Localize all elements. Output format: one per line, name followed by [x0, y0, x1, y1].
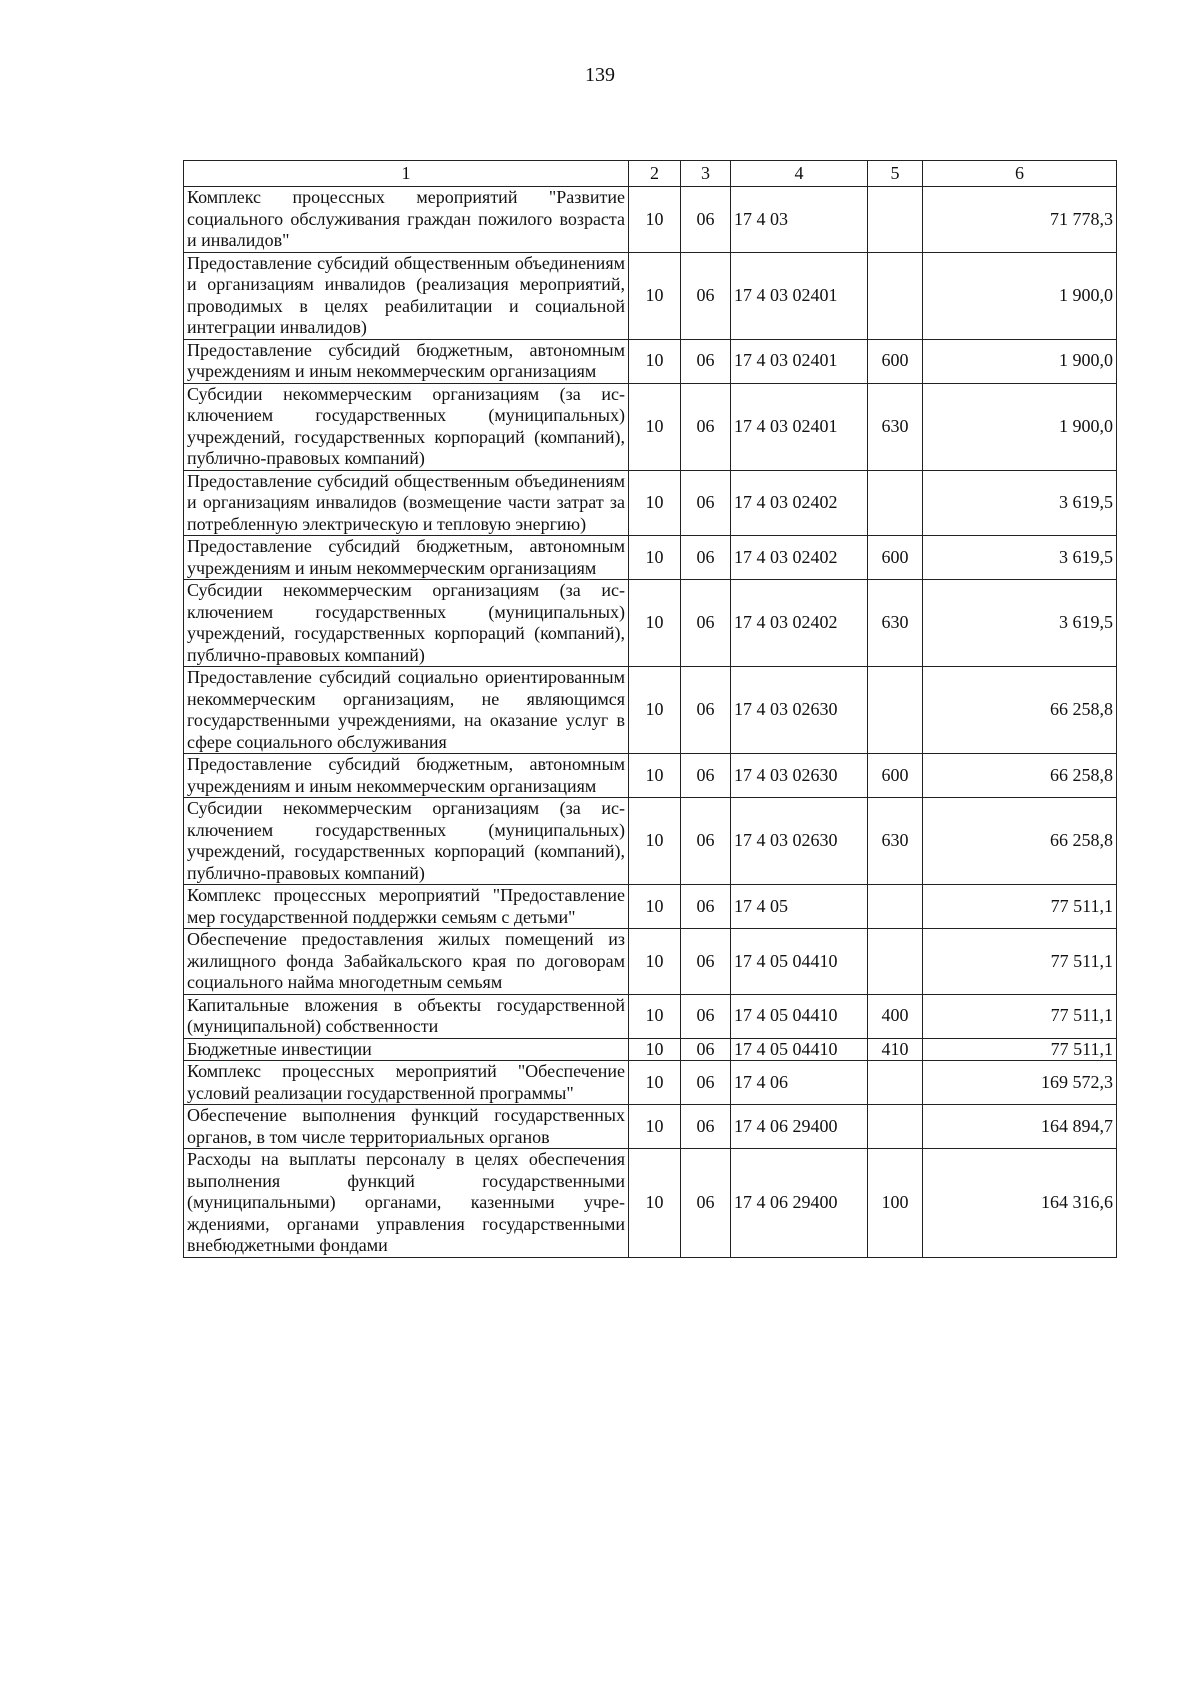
row-target-article: 17 4 06 — [731, 1061, 868, 1105]
row-subsection: 06 — [681, 885, 731, 929]
row-name: Предоставление субсидий бюджетным, автономным учреждениям и иным некоммерческим организациям — [184, 754, 629, 798]
row-section: 10 — [629, 1038, 681, 1061]
row-amount: 66 258,8 — [923, 798, 1117, 885]
row-amount: 169 572,3 — [923, 1061, 1117, 1105]
row-amount: 77 511,1 — [923, 885, 1117, 929]
row-name: Предоставление субсидий социально ориентированным некоммерческим организациям, не являющимся государственными учреждениями, на оказание услуг в сфере социального обслуживания — [184, 667, 629, 754]
row-subsection: 06 — [681, 1105, 731, 1149]
row-name: Предоставление субсидий бюджетным, автономным учреждениям и иным некоммерческим организациям — [184, 339, 629, 383]
row-subsection: 06 — [681, 994, 731, 1038]
table-row — [184, 1105, 1117, 1149]
row-section: 10 — [629, 929, 681, 995]
row-expense-type: 600 — [868, 339, 923, 383]
row-target-article: 17 4 03 02401 — [731, 252, 868, 339]
row-section: 10 — [629, 754, 681, 798]
row-target-article: 17 4 03 02402 — [731, 536, 868, 580]
row-section: 10 — [629, 187, 681, 253]
row-subsection: 06 — [681, 470, 731, 536]
row-expense-type — [868, 667, 923, 754]
table-row — [184, 187, 1117, 253]
table-row — [184, 929, 1117, 995]
row-expense-type — [868, 470, 923, 536]
row-amount: 164 894,7 — [923, 1105, 1117, 1149]
row-amount: 71 778,3 — [923, 187, 1117, 253]
row-subsection: 06 — [681, 1038, 731, 1061]
row-subsection: 06 — [681, 1061, 731, 1105]
row-subsection: 06 — [681, 187, 731, 253]
table-row — [184, 580, 1117, 667]
table-row — [184, 885, 1117, 929]
page-number: 139 — [585, 64, 615, 86]
row-expense-type: 600 — [868, 536, 923, 580]
row-expense-type: 630 — [868, 383, 923, 470]
row-section: 10 — [629, 1149, 681, 1258]
row-section: 10 — [629, 580, 681, 667]
budget-table — [183, 160, 1117, 1258]
row-subsection: 06 — [681, 252, 731, 339]
row-target-article: 17 4 03 02401 — [731, 383, 868, 470]
row-section: 10 — [629, 536, 681, 580]
row-target-article: 17 4 03 02401 — [731, 339, 868, 383]
row-amount: 1 900,0 — [923, 339, 1117, 383]
table-row — [184, 252, 1117, 339]
row-expense-type: 400 — [868, 994, 923, 1038]
row-amount: 1 900,0 — [923, 252, 1117, 339]
table-row — [184, 1149, 1117, 1258]
column-header-section: 2 — [629, 161, 681, 187]
row-target-article: 17 4 05 04410 — [731, 1038, 868, 1061]
row-name: Обеспечение предоставления жилых помещений из жилищного фонда Забайкальского края по договорам социального найма многодетным семьям — [184, 929, 629, 995]
row-target-article: 17 4 03 — [731, 187, 868, 253]
table-row — [184, 667, 1117, 754]
table-row — [184, 1038, 1117, 1061]
row-section: 10 — [629, 1061, 681, 1105]
row-name: Субсидии некоммерческим организациям (за исключением государственных (муниципальных) учреждений, государственных корпораций (компаний), публично-правовых компаний) — [184, 798, 629, 885]
row-target-article: 17 4 03 02630 — [731, 754, 868, 798]
row-subsection: 06 — [681, 339, 731, 383]
row-amount: 77 511,1 — [923, 1038, 1117, 1061]
header-row — [184, 161, 1117, 187]
row-expense-type: 100 — [868, 1149, 923, 1258]
row-subsection: 06 — [681, 929, 731, 995]
row-expense-type: 410 — [868, 1038, 923, 1061]
row-name: Предоставление субсидий общественным объединениям и организациям инвалидов (реализация мероприятий, проводимых в целях реабилитации и социальной интеграции инвалидов) — [184, 252, 629, 339]
row-name: Субсидии некоммерческим организациям (за исключением государственных (муниципальных) учреждений, государственных корпораций (компаний), публично-правовых компаний) — [184, 580, 629, 667]
column-header-subsection: 3 — [681, 161, 731, 187]
row-amount: 66 258,8 — [923, 754, 1117, 798]
row-expense-type — [868, 1105, 923, 1149]
row-target-article: 17 4 03 02630 — [731, 798, 868, 885]
column-header-expense-type: 5 — [868, 161, 923, 187]
row-subsection: 06 — [681, 1149, 731, 1258]
row-section: 10 — [629, 252, 681, 339]
row-name: Комплекс процессных мероприятий "Обеспечение условий реализации государственной программы" — [184, 1061, 629, 1105]
row-expense-type: 630 — [868, 798, 923, 885]
row-target-article: 17 4 03 02630 — [731, 667, 868, 754]
row-name: Субсидии некоммерческим организациям (за исключением государственных (муниципальных) учреждений, государственных корпораций (компаний), публично-правовых компаний) — [184, 383, 629, 470]
row-target-article: 17 4 06 29400 — [731, 1149, 868, 1258]
row-amount: 164 316,6 — [923, 1149, 1117, 1258]
row-section: 10 — [629, 470, 681, 536]
table-row — [184, 1061, 1117, 1105]
row-name: Предоставление субсидий общественным объединениям и организациям инвалидов (возмещение части затрат за потребленную электрическую и тепловую энергию) — [184, 470, 629, 536]
row-subsection: 06 — [681, 798, 731, 885]
row-amount: 3 619,5 — [923, 536, 1117, 580]
table-row — [184, 798, 1117, 885]
row-amount: 77 511,1 — [923, 994, 1117, 1038]
row-expense-type — [868, 929, 923, 995]
column-header-target-article: 4 — [731, 161, 868, 187]
row-name: Обеспечение выполнения функций государственных органов, в том числе территориальных органов — [184, 1105, 629, 1149]
row-section: 10 — [629, 885, 681, 929]
table-row — [184, 339, 1117, 383]
row-target-article: 17 4 03 02402 — [731, 580, 868, 667]
row-amount: 66 258,8 — [923, 667, 1117, 754]
row-target-article: 17 4 05 — [731, 885, 868, 929]
row-subsection: 06 — [681, 536, 731, 580]
table-row — [184, 383, 1117, 470]
table-row — [184, 754, 1117, 798]
row-expense-type — [868, 1061, 923, 1105]
row-target-article: 17 4 03 02402 — [731, 470, 868, 536]
table-row — [184, 994, 1117, 1038]
row-expense-type — [868, 252, 923, 339]
row-subsection: 06 — [681, 383, 731, 470]
row-amount: 3 619,5 — [923, 580, 1117, 667]
row-target-article: 17 4 05 04410 — [731, 929, 868, 995]
row-section: 10 — [629, 798, 681, 885]
row-section: 10 — [629, 994, 681, 1038]
row-subsection: 06 — [681, 667, 731, 754]
row-target-article: 17 4 06 29400 — [731, 1105, 868, 1149]
row-expense-type — [868, 187, 923, 253]
row-name: Комплекс процессных мероприятий "Развитие социального обслуживания граждан пожилого возраста и инвалидов" — [184, 187, 629, 253]
row-amount: 1 900,0 — [923, 383, 1117, 470]
table-row — [184, 470, 1117, 536]
row-amount: 3 619,5 — [923, 470, 1117, 536]
row-name: Расходы на выплаты персоналу в целях обеспечения выполнения функций государственными (муниципальными) органами, казенными учреждениями, органами управления государственными внебюджетными фондами — [184, 1149, 629, 1258]
row-expense-type: 600 — [868, 754, 923, 798]
row-target-article: 17 4 05 04410 — [731, 994, 868, 1038]
column-header-amount: 6 — [923, 161, 1117, 187]
row-section: 10 — [629, 339, 681, 383]
row-expense-type — [868, 885, 923, 929]
row-name: Предоставление субсидий бюджетным, автономным учреждениям и иным некоммерческим организациям — [184, 536, 629, 580]
column-header-name: 1 — [184, 161, 629, 187]
table-row — [184, 536, 1117, 580]
row-amount: 77 511,1 — [923, 929, 1117, 995]
row-section: 10 — [629, 383, 681, 470]
row-section: 10 — [629, 667, 681, 754]
row-name: Капитальные вложения в объекты государственной (муниципальной) собственности — [184, 994, 629, 1038]
row-name: Бюджетные инвестиции — [184, 1038, 629, 1061]
row-section: 10 — [629, 1105, 681, 1149]
table-body — [184, 187, 1117, 1258]
row-subsection: 06 — [681, 754, 731, 798]
row-expense-type: 630 — [868, 580, 923, 667]
row-subsection: 06 — [681, 580, 731, 667]
row-name: Комплекс процессных мероприятий "Предоставление мер государственной поддержки семьям с детьми" — [184, 885, 629, 929]
